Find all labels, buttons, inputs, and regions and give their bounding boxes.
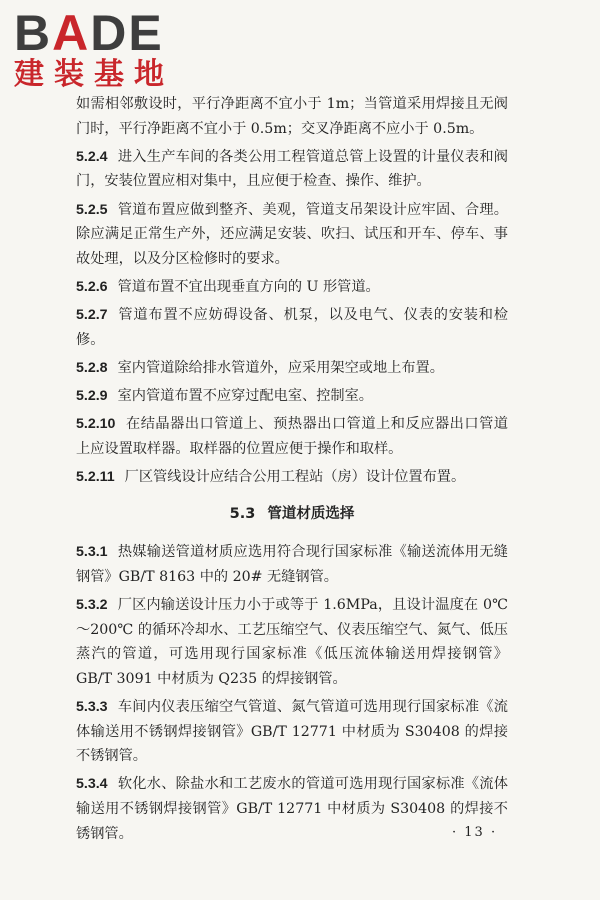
intro-paragraph: 如需相邻敷设时，平行净距离不宜小于 1m；当管道采用焊接且无阀门时，平行净距离不宜小于 0.5m；交叉净距离不应小于 0.5m。 [76, 96, 508, 137]
clause-number: 5.2.5 [76, 201, 108, 218]
clause-text: 管道布置不应妨碍设备、机泵，以及电气、仪表的安装和检修。 [76, 307, 508, 348]
logo-letter-a: A [52, 5, 91, 61]
clause-5-2-4 [76, 145, 508, 194]
logo-letters-de: DE [90, 5, 164, 61]
clause-text: 室内管道布置不应穿过配电室、控制室。 [117, 388, 373, 405]
clause-text: 厂区内输送设计压力小于或等于 1.6MPa，且设计温度在 0℃～200℃ 的循环冷却水、工艺压缩空气、仪表压缩空气、氮气、低压蒸汽的管道，可选用现行国家标准《低压流体输送用焊接钢管》GB/T 3091 中材质为 Q235 的焊接钢管。 [76, 597, 509, 687]
clause-number: 5.2.9 [76, 388, 108, 405]
logo-letter-b: B [14, 5, 53, 61]
clause-number: 5.2.6 [76, 278, 108, 295]
clause-5-3-3 [76, 695, 508, 769]
document-page [76, 92, 508, 850]
clause-number: 5.2.8 [76, 359, 108, 376]
clause-5-2-9 [76, 384, 508, 409]
clause-5-3-1 [76, 540, 508, 589]
clause-number: 5.2.4 [76, 148, 108, 165]
clause-text: 热媒输送管道材质应选用符合现行国家标准《输送流体用无缝钢管》GB/T 8163 中的 20# 无缝钢管。 [76, 544, 508, 585]
clause-text: 管道布置不宜出现垂直方向的 U 形管道。 [117, 278, 380, 295]
clause-5-3-2 [76, 593, 508, 691]
clause-text: 软化水、除盐水和工艺废水的管道可选用现行国家标准《流体输送用不锈钢焊接钢管》GB/T 12771 中材质为 S30408 的焊接不锈钢管。 [76, 776, 508, 842]
clause-5-2-6 [76, 275, 508, 300]
clause-number: 5.3.4 [76, 776, 108, 793]
clauses-5-2 [76, 145, 508, 490]
clause-number: 5.2.11 [76, 469, 115, 486]
clause-number: 5.2.7 [76, 307, 108, 324]
clause-text: 管道布置应做到整齐、美观，管道支吊架设计应牢固、合理。除应满足正常生产外，还应满足安装、吹扫、试压和开车、停车、事故处理，以及分区检修时的要求。 [76, 201, 508, 267]
clause-text: 车间内仪表压缩空气管道、氮气管道可选用现行国家标准《流体输送用不锈钢焊接钢管》GB/T 12771 中材质为 S30408 的焊接不锈钢管。 [76, 699, 508, 765]
page-number: · 13 · [452, 825, 498, 840]
clause-5-2-5 [76, 198, 508, 272]
section-title-text: 管道材质选择 [267, 505, 355, 522]
clause-number: 5.3.2 [76, 597, 108, 614]
clause-5-3-4 [76, 772, 508, 846]
clauses-5-3 [76, 540, 508, 846]
clause-text: 室内管道除给排水管道外，应采用架空或地上布置。 [117, 359, 444, 376]
section-heading [76, 502, 508, 527]
watermark-logo [14, 6, 174, 92]
clause-number: 5.2.10 [76, 416, 116, 433]
clause-5-2-11 [76, 465, 508, 490]
clause-text: 厂区管线设计应结合公用工程站（房）设计位置布置。 [124, 469, 466, 486]
clause-5-2-7 [76, 303, 508, 352]
clause-number: 5.3.3 [76, 699, 108, 715]
clause-number: 5.3.1 [76, 544, 108, 561]
clause-5-2-8 [76, 356, 508, 381]
logo-wordmark [14, 6, 174, 60]
clause-5-2-10 [76, 412, 508, 461]
section-number: 5.3 [229, 505, 256, 522]
clause-text: 进入生产车间的各类公用工程管道总管上设置的计量仪表和阀门，安装位置应相对集中，且应便于检查、操作、维护。 [76, 148, 508, 190]
logo-subtitle: 建装基地 [14, 57, 174, 92]
clause-text: 在结晶器出口管道上、预热器出口管道上和反应器出口管道上应设置取样器。取样器的位置应便于操作和取样。 [76, 416, 508, 457]
